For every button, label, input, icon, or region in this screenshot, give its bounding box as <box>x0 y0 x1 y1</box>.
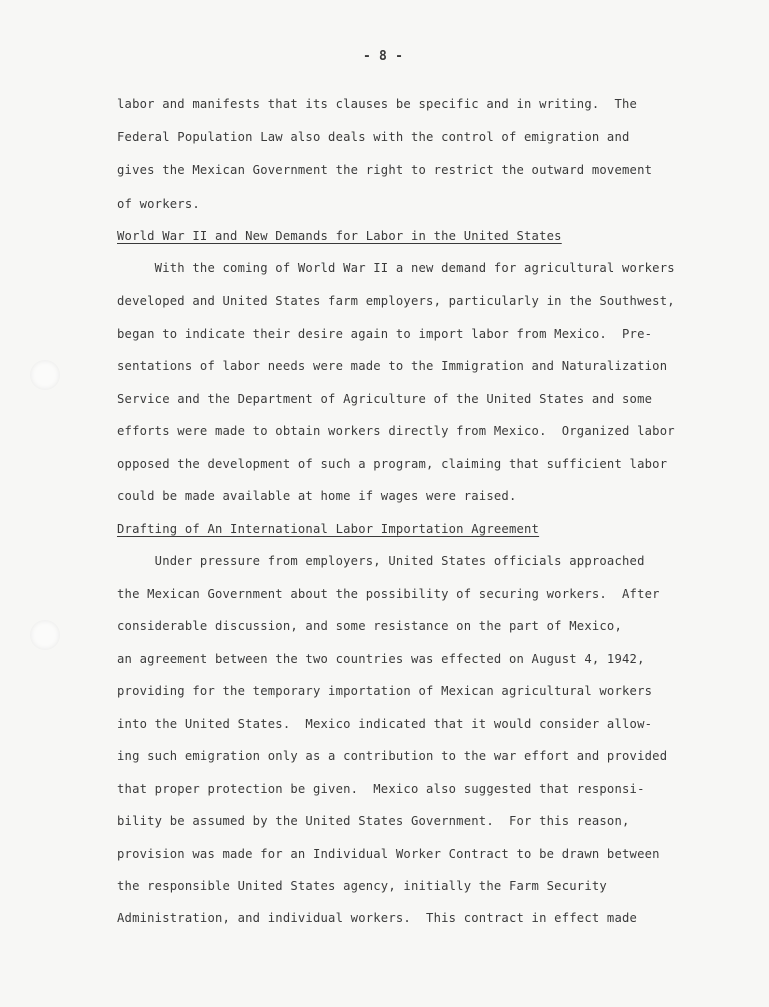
body-text-line: With the coming of World War II a new demand for agricultural workers <box>117 261 675 275</box>
body-text-line: of workers. <box>117 197 200 211</box>
punch-hole-upper <box>30 360 60 390</box>
body-text-line: labor and manifests that its clauses be specific and in writing. The <box>117 97 638 111</box>
body-text-line: Under pressure from employers, United States officials approached <box>117 554 645 568</box>
body-text-line: began to indicate their desire again to import labor from Mexico. Pre- <box>117 327 653 341</box>
body-text-line: Service and the Department of Agriculture of the United States and some <box>117 392 653 406</box>
page-number: - 8 - <box>363 49 404 64</box>
body-text-line: efforts were made to obtain workers directly from Mexico. Organized labor <box>117 424 675 438</box>
body-text-line: gives the Mexican Government the right to restrict the outward movement <box>117 163 653 177</box>
section-heading: Drafting of An International Labor Importation Agreement <box>117 522 540 536</box>
body-text-line: bility be assumed by the United States Government. For this reason, <box>117 814 630 828</box>
body-text-line: into the United States. Mexico indicated that it would consider allow- <box>117 717 653 731</box>
body-text-line: provision was made for an Individual Worker Contract to be drawn between <box>117 847 660 861</box>
body-text-line: providing for the temporary importation of Mexican agricultural workers <box>117 684 653 698</box>
body-text-line: Administration, and individual workers. This contract in effect made <box>117 911 638 925</box>
body-text-line: ing such emigration only as a contribution to the war effort and provided <box>117 749 668 763</box>
body-text-line: developed and United States farm employers, particularly in the Southwest, <box>117 294 675 308</box>
body-text-line: an agreement between the two countries was effected on August 4, 1942, <box>117 652 645 666</box>
body-text-line: that proper protection be given. Mexico also suggested that responsi- <box>117 782 645 796</box>
section-heading: World War II and New Demands for Labor in the United States <box>117 229 562 243</box>
body-text-line: the Mexican Government about the possibility of securing workers. After <box>117 587 660 601</box>
punch-hole-lower <box>30 620 60 650</box>
body-text-line: the responsible United States agency, initially the Farm Security <box>117 879 607 893</box>
body-text-line: Federal Population Law also deals with the control of emigration and <box>117 130 630 144</box>
body-text-line: could be made available at home if wages were raised. <box>117 489 517 503</box>
body-text-line: sentations of labor needs were made to the Immigration and Naturalization <box>117 359 668 373</box>
body-text-line: opposed the development of such a program, claiming that sufficient labor <box>117 457 668 471</box>
body-text-line: considerable discussion, and some resistance on the part of Mexico, <box>117 619 623 633</box>
